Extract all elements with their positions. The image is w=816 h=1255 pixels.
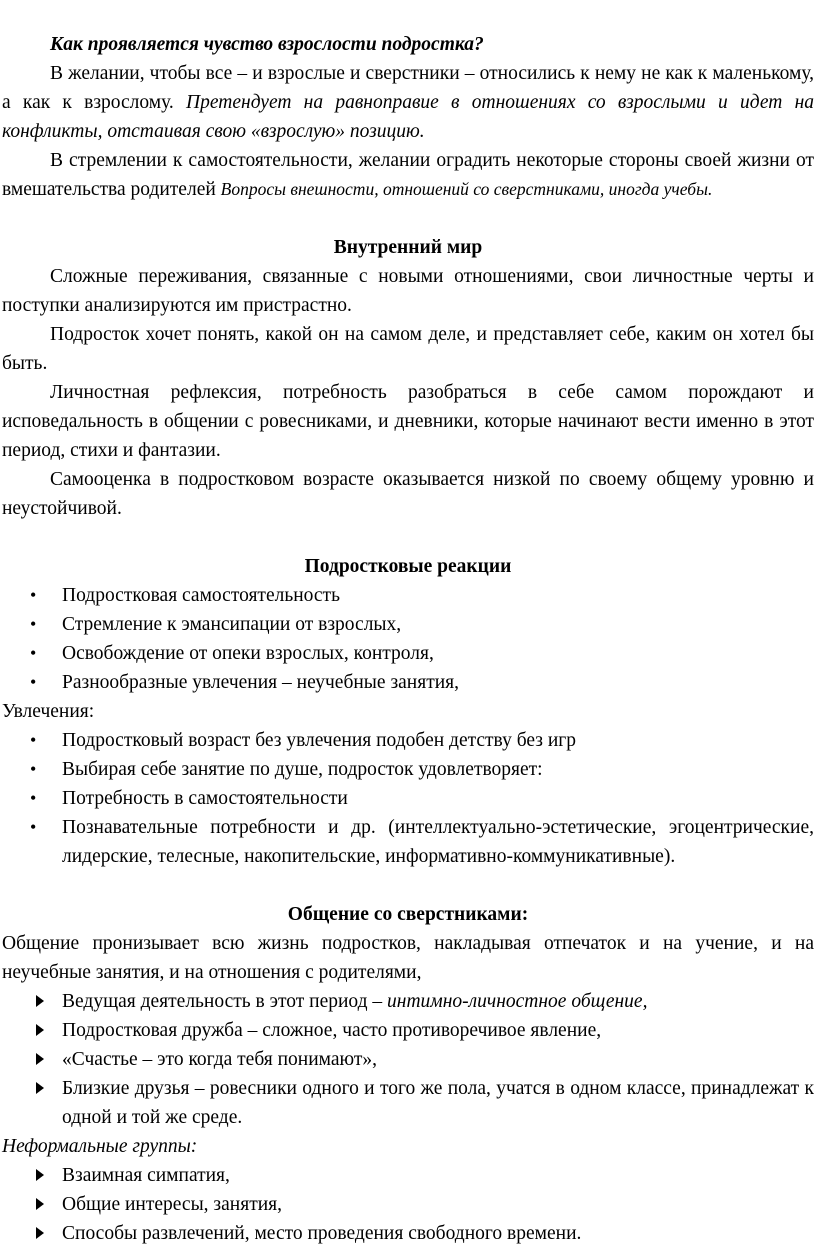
- section-heading: Внутренний мир: [333, 237, 483, 258]
- list-item: • Познавательные потребности и др. (интеллектуально-эстетические, эгоцентрические, лидерские, телесные, накопительские, информативно-коммуникативные).: [2, 813, 814, 871]
- list-item: Взаимная симпатия,: [2, 1161, 814, 1190]
- list-item: • Освобождение от опеки взрослых, контроля,: [2, 639, 814, 668]
- paragraph: Самооценка в подростковом возрасте оказывается низкой по своему общему уровню и неустойчивой.: [2, 469, 814, 519]
- list-sublabel: Неформальные группы:: [2, 1136, 198, 1157]
- spacer: [2, 204, 814, 233]
- list-item: [2, 987, 814, 1016]
- section-title: Как проявляется чувство взрослости подростка?: [50, 34, 484, 55]
- paragraph-italic-text: Претендует на равноправие в отношениях со взрослыми и идет на конфликты, отстаивая свою «взрослую» позицию.: [2, 92, 814, 142]
- section-heading: Подростковые реакции: [304, 556, 512, 577]
- bullet-list: [2, 581, 814, 697]
- list-item: Общие интересы, занятия,: [2, 1190, 814, 1219]
- list-item: Близкие друзья – ровесники одного и того же пола, учатся в одном классе, принадлежат к одной и той же среде.: [2, 1074, 814, 1132]
- paragraph-italic-text: Вопросы внешности, отношений со сверстниками, иногда учебы.: [220, 179, 713, 199]
- paragraph-text: В стремлении к самостоятельности, желании оградить некоторые стороны своей жизни от вмешательства родителей: [2, 150, 814, 200]
- list-item: • Подростковая самостоятельность: [2, 581, 814, 610]
- paragraph: Подросток хочет понять, какой он на самом деле, и представляет себе, каким он хотел бы быть.: [2, 324, 814, 374]
- list-item: • Потребность в самостоятельности: [2, 784, 814, 813]
- paragraph-text: В желании, чтобы все – и взрослые и сверстники – относились к нему не как к маленькому, а как к взрослому.: [2, 63, 814, 113]
- section-heading: Общение со сверстниками:: [287, 904, 529, 925]
- arrow-list: [2, 1161, 814, 1248]
- list-item: • Подростковый возраст без увлечения подобен детству без игр: [2, 726, 814, 755]
- list-item: Подростковая дружба – сложное, часто противоречивое явление,: [2, 1016, 814, 1045]
- bullet-list: [2, 726, 814, 871]
- paragraph: Личностная рефлексия, потребность разобраться в себе самом порождают и исповедальность в общении с ровесниками, и дневники, которые начинают вести именно в этот период, стихи и фантазии.: [2, 382, 814, 461]
- paragraph: [2, 59, 814, 146]
- list-item: «Счастье – это когда тебя понимают»,: [2, 1045, 814, 1074]
- spacer: [2, 871, 814, 900]
- paragraph: Сложные переживания, связанные с новыми отношениями, свои личностные черты и поступки анализируются им пристрастно.: [2, 266, 814, 316]
- list-item-text: Ведущая деятельность в этот период –: [62, 991, 383, 1012]
- list-item: • Разнообразные увлечения – неучебные занятия,: [2, 668, 814, 697]
- paragraph: [2, 146, 814, 204]
- list-item: • Выбирая себе занятие по душе, подросток удовлетворяет:: [2, 755, 814, 784]
- list-sublabel: Увлечения:: [2, 701, 95, 722]
- list-item: • Стремление к эмансипации от взрослых,: [2, 610, 814, 639]
- arrow-list: [2, 987, 814, 1132]
- paragraph: Общение пронизывает всю жизнь подростков, накладывая отпечаток и на учение, и на неучебные занятия, и на отношения с родителями,: [2, 933, 814, 983]
- spacer: [2, 523, 814, 552]
- list-item: Способы развлечений, место проведения свободного времени.: [2, 1219, 814, 1248]
- list-item-italic-text: интимно-личностное общение,: [387, 991, 648, 1012]
